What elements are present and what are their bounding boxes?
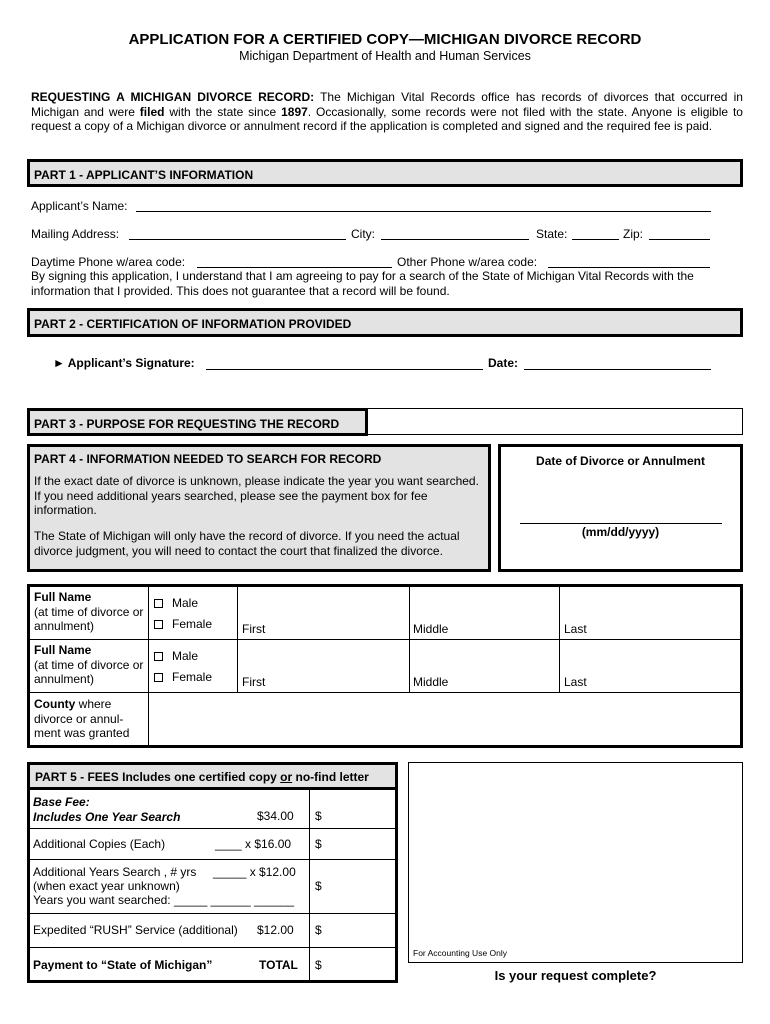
total-label: TOTAL (259, 958, 298, 972)
additional-years-rate[interactable]: _____ x $12.00 (213, 865, 296, 879)
part4-paragraph-2: The State of Michigan will only have the record of divorce. If you need the actual divorce judgment, you will need to contact the court that finalized the divorce. (34, 529, 460, 558)
row-label-bold: Full Name (34, 643, 92, 657)
female-option[interactable] (154, 670, 212, 684)
fees-row-divider (29, 828, 396, 829)
last-name-label: Last (564, 675, 587, 689)
applicant-name-label: Applicant’s Name: (31, 199, 128, 213)
other-phone-field[interactable] (548, 267, 710, 268)
part2-heading: PART 2 - CERTIFICATION OF INFORMATION PROVIDED (27, 308, 743, 337)
county-field[interactable] (150, 694, 740, 745)
mailing-address-field[interactable] (129, 239, 346, 240)
intro-text: The Michigan Vital Records office has records of divorces that occurred in Michigan and were (31, 90, 743, 119)
row-label-rest: (at time of divorce or annulment) (34, 657, 144, 686)
state-label: State: (536, 227, 568, 241)
completion-question: Is your request complete? (494, 968, 657, 983)
other-phone-label: Other Phone w/area code: (397, 255, 538, 269)
daytime-phone-field[interactable] (197, 267, 392, 268)
form-title: APPLICATION FOR A CERTIFIED COPY—MICHIGAN DIVORCE RECORD (128, 31, 642, 48)
additional-years-note: (when exact year unknown) (33, 879, 180, 893)
table-col-divider (559, 586, 560, 692)
part4-heading: PART 4 - INFORMATION NEEDED TO SEARCH FOR RECORD (34, 452, 382, 466)
table-row-divider (27, 639, 743, 640)
last-name-label: Last (564, 622, 587, 636)
male-label: Male (172, 596, 199, 610)
city-label: City: (351, 227, 375, 241)
middle-name-label: Middle (413, 675, 449, 689)
signature-label: ► Applicant’s Signature: (53, 356, 195, 370)
base-fee-line1: Base Fee: (33, 795, 90, 809)
intro-filed: filed (139, 104, 165, 119)
additional-copies-dollar[interactable]: $ (315, 837, 322, 851)
base-fee-amount: $34.00 (257, 809, 294, 823)
form-subtitle: Michigan Department of Health and Human Services (239, 49, 531, 63)
additional-years-dollar[interactable]: $ (315, 879, 322, 893)
table-row-label (34, 643, 146, 687)
divorce-date-format: (mm/dd/yyyy) (581, 525, 660, 539)
male-checkbox[interactable] (154, 599, 163, 608)
county-label-rest: where divorce or annul-ment was granted (34, 697, 130, 740)
fees-row-divider (29, 913, 396, 914)
base-fee-dollar[interactable]: $ (315, 809, 322, 823)
additional-copies-rate[interactable]: ____ x $16.00 (215, 837, 292, 851)
part4-paragraph-1: If the exact date of divorce is unknown, please indicate the year you want searched. If you need additional years searched, please see the payment box for fee information. (34, 474, 479, 517)
divorce-date-title: Date of Divorce or Annulment (536, 454, 705, 468)
accounting-box (408, 762, 743, 963)
first-name-label: First (242, 622, 266, 636)
rush-label: Expedited “RUSH” Service (additional) (33, 923, 238, 937)
table-col-divider (148, 586, 149, 746)
part3-heading: PART 3 - PURPOSE FOR REQUESTING THE RECORD (27, 408, 368, 436)
total-dollar[interactable]: $ (315, 958, 322, 972)
applicant-name-field[interactable] (136, 211, 711, 212)
mailing-address-label: Mailing Address: (31, 227, 120, 241)
daytime-phone-label: Daytime Phone w/area code: (31, 255, 186, 269)
row-label-rest: (at time of divorce or annulment) (34, 604, 144, 633)
part5-heading (30, 765, 395, 790)
female-checkbox[interactable] (154, 673, 163, 682)
female-label: Female (172, 670, 213, 684)
rush-amount: $12.00 (257, 923, 294, 937)
table-row-label (34, 590, 146, 634)
part5-heading-or: or (280, 770, 293, 784)
payment-label: Payment to “State of Michigan” (33, 958, 213, 972)
intro-year: 1897 (281, 104, 308, 119)
male-checkbox[interactable] (154, 652, 163, 661)
part5-heading-text: no-find letter (292, 770, 369, 784)
signature-field[interactable] (206, 369, 483, 370)
male-label: Male (172, 649, 199, 663)
signature-date-field[interactable] (524, 369, 711, 370)
male-option[interactable] (154, 596, 198, 610)
divorce-date-box (498, 444, 743, 572)
fees-row-divider (29, 859, 396, 860)
first-name-label: First (242, 675, 266, 689)
additional-years-label: Additional Years Search , # yrs (33, 865, 197, 879)
female-option[interactable] (154, 617, 212, 631)
years-searched-field[interactable]: Years you want searched: _____ ______ ______ (33, 893, 295, 907)
agreement-text: By signing this application, I understand that I am agreeing to pay for a search of the State of Michigan Vital Records with the information that I provided. This does not guarantee that a record will be found. (31, 269, 694, 298)
zip-label: Zip: (623, 227, 644, 241)
female-checkbox[interactable] (154, 620, 163, 629)
intro-lead: REQUESTING A MICHIGAN DIVORCE RECORD: (31, 90, 315, 104)
accounting-label: For Accounting Use Only (413, 948, 508, 958)
state-field[interactable] (572, 239, 619, 240)
county-label (34, 697, 142, 741)
male-option[interactable] (154, 649, 198, 663)
part1-heading: PART 1 - APPLICANT’S INFORMATION (27, 159, 743, 187)
intro-text: . Occasionally, some records were not filed with the state. Anyone is eligible to request a copy of a Michigan divorce or annulment record if the application is completed and signed and the required fee is paid. (31, 104, 743, 133)
table-row-divider (27, 692, 743, 693)
base-fee-line2: Includes One Year Search (33, 809, 181, 824)
part5-heading-text: PART 5 - FEES Includes one certified copy (35, 770, 281, 784)
divorce-date-field[interactable] (520, 523, 722, 524)
table-col-divider (237, 586, 238, 692)
intro-text: with the state since (164, 104, 282, 119)
fees-row-divider (29, 947, 396, 948)
signature-date-label: Date: (488, 356, 519, 370)
base-fee-label (33, 795, 180, 824)
intro-paragraph (31, 90, 743, 134)
county-label-bold: County (34, 697, 76, 711)
female-label: Female (172, 617, 213, 631)
part4-panel (27, 444, 491, 572)
middle-name-label: Middle (413, 622, 449, 636)
fees-col-divider (309, 790, 310, 980)
city-field[interactable] (381, 239, 529, 240)
table-col-divider (409, 586, 410, 692)
zip-field[interactable] (649, 239, 710, 240)
additional-copies-label: Additional Copies (Each) (33, 837, 166, 851)
rush-dollar[interactable]: $ (315, 923, 322, 937)
row-label-bold: Full Name (34, 590, 92, 604)
